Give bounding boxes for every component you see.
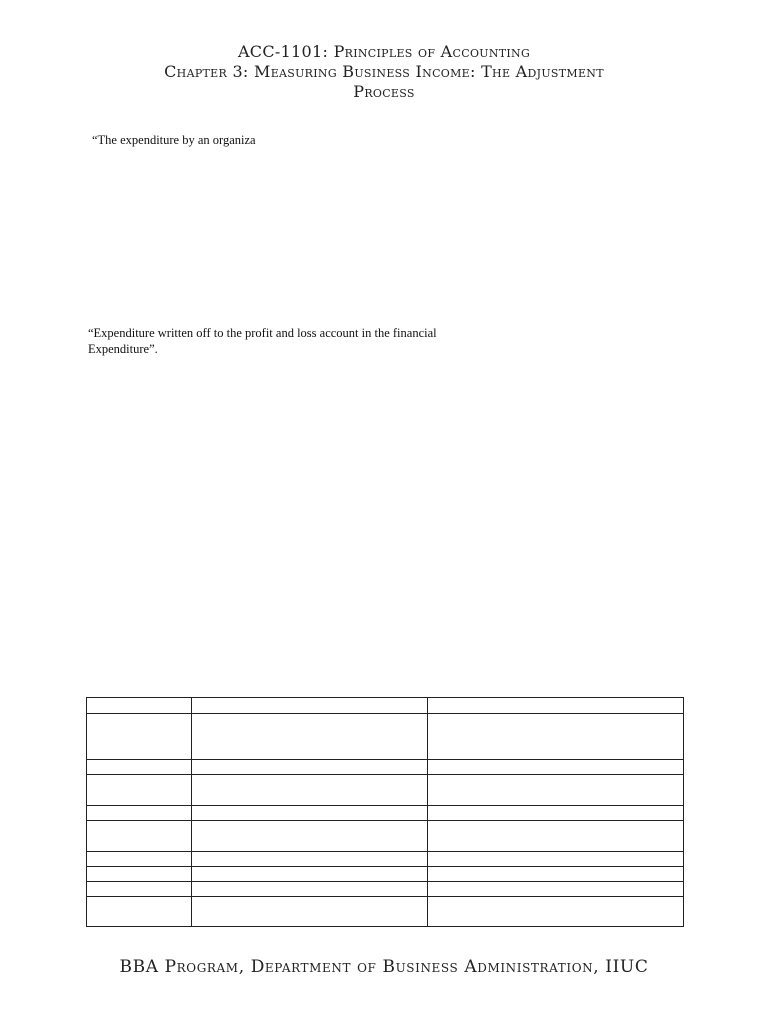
chapter-title: Chapter 3: Measuring Business Income: The Adjustment <box>164 62 604 81</box>
table-cell <box>427 821 683 852</box>
table-cell <box>87 821 192 852</box>
document-header <box>110 42 658 102</box>
table-cell <box>192 897 427 927</box>
table-row <box>87 867 684 882</box>
table-cell <box>87 698 192 714</box>
table-cell <box>427 897 683 927</box>
empty-table <box>86 697 684 927</box>
table-row <box>87 852 684 867</box>
table-cell <box>427 867 683 882</box>
table-cell <box>192 821 427 852</box>
table-row <box>87 806 684 821</box>
table-cell <box>87 867 192 882</box>
table-cell <box>192 760 427 775</box>
table-row <box>87 821 684 852</box>
table-cell <box>427 698 683 714</box>
table-row <box>87 775 684 806</box>
table-cell <box>192 806 427 821</box>
table-row <box>87 760 684 775</box>
table-cell <box>427 775 683 806</box>
table-cell <box>192 882 427 897</box>
table-cell <box>192 698 427 714</box>
definition-paragraph-1: “The expenditure by an organiza <box>92 133 256 147</box>
table-cell <box>87 897 192 927</box>
table-cell <box>427 714 683 760</box>
table-row <box>87 882 684 897</box>
table-cell <box>427 882 683 897</box>
course-title: ACC-1101: Principles of Accounting <box>237 42 531 61</box>
page-footer: BBA Program, Department of Business Administration, IIUC <box>119 957 649 977</box>
table-cell <box>192 867 427 882</box>
table-row <box>87 698 684 714</box>
table-cell <box>192 775 427 806</box>
table-cell <box>427 760 683 775</box>
table-cell <box>192 852 427 867</box>
table-cell <box>427 852 683 867</box>
table-cell <box>87 852 192 867</box>
definition-paragraph-2-line-2: Expenditure”. <box>88 342 158 356</box>
table-cell <box>87 760 192 775</box>
table-cell <box>192 714 427 760</box>
table-cell <box>87 806 192 821</box>
table-cell <box>427 806 683 821</box>
table-cell <box>87 775 192 806</box>
table-row <box>87 897 684 927</box>
definition-paragraph-2-line-1: “Expenditure written off to the profit and loss account in the financial <box>88 326 437 340</box>
table-row <box>87 714 684 760</box>
table-cell <box>87 714 192 760</box>
definition-paragraph-2 <box>88 325 468 357</box>
chapter-title-continued: Process <box>353 82 415 101</box>
table-cell <box>87 882 192 897</box>
